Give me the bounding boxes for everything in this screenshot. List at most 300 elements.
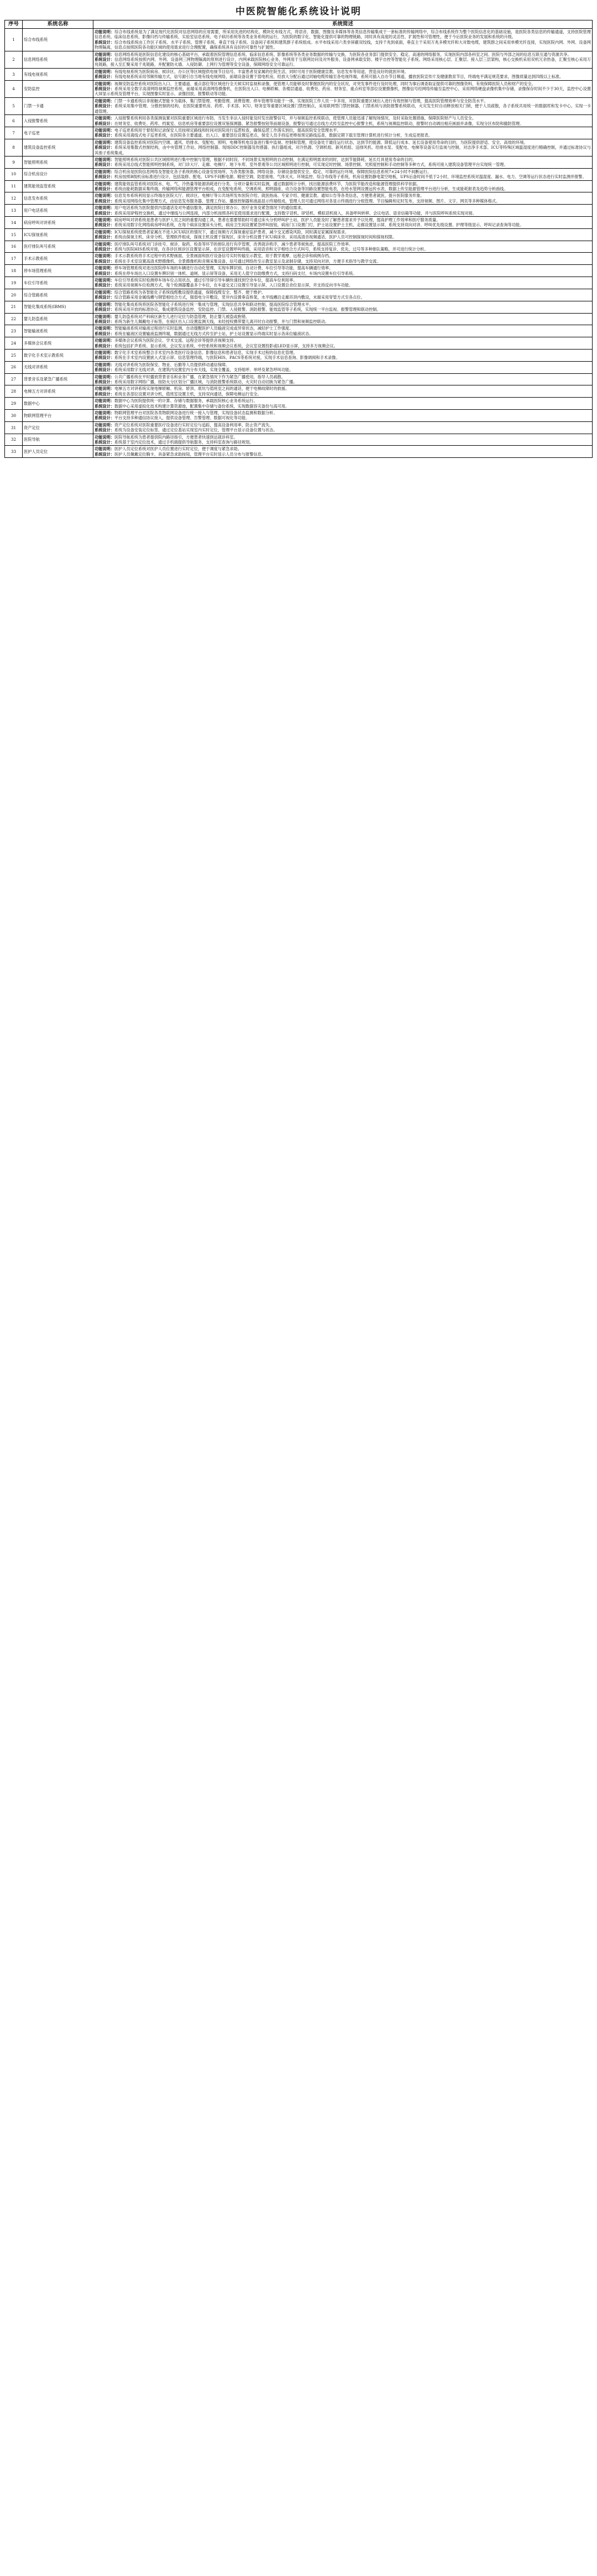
function-body: 医护人员定位系统对医护人员位置进行实时定位，便于调度与紧急求助。 (114, 446, 242, 452)
row-number: 9 (5, 156, 23, 168)
design-label: 系统设计： (95, 234, 114, 240)
function-text (95, 253, 591, 258)
table-row (5, 205, 593, 217)
function-label: 功能说明： (95, 374, 114, 379)
system-description (93, 434, 593, 446)
spec-table (4, 20, 593, 458)
system-name: 建筑设备监控系统 (23, 139, 93, 156)
table-row (5, 349, 593, 361)
row-number: 2 (5, 51, 23, 68)
row-number: 8 (5, 139, 23, 156)
design-body: 系统采用视频车位检测方式，每个检测器覆盖多个车位，在车道交叉口设置引导显示屏，入口设置总余位显示屏，并支持反向寻车功能。 (114, 283, 353, 288)
function-text (95, 52, 591, 57)
function-label: 功能说明： (95, 98, 114, 103)
design-text (95, 283, 591, 288)
function-body: ICU探视系统使患者家属在不进入ICU病区的情况下，通过视频方式探视重症监护患者，减少交叉感染风险，同时满足家属探视需求。 (114, 229, 349, 234)
function-body: 信息发布系统利用显示终端在医院大厅、候诊区、电梯厅等公共场所发布医院介绍、就医指南、专家介绍、健康宣教、通知公告等各类信息，方便患者就医，提升医院服务形象。 (114, 193, 425, 199)
design-body: 综合布线系统由工作区子系统、水平子系统、管理子系统、垂直干线子系统、设备间子系统和建筑群子系统组成。水平布线采用六类非屏蔽双绞线，支持千兆到桌面，垂直主干采用万兆多模光纤和大对数电缆，建筑群之间采用单模光纤连接，实现医院内网、外网、设备网物理隔离，信息点按照医院各功能区域的使用需求进行合理配置，确保系统具有良好的可靠性与扩展性。 (95, 39, 591, 50)
system-description (93, 385, 593, 398)
function-body: 视频安防监控系统对医院出入口、主要通道、重点部位等区域进行全天候实时监视和录像，使管理人员能够及时掌握医院内的安全状况，对突发事件进行及时处理，同时为事后调查取证提供可靠的图像资料，有效保障医院人员和财产的安全。 (114, 81, 536, 86)
function-label: 功能说明： (95, 326, 114, 331)
design-label: 系统设计： (95, 403, 114, 409)
design-label: 系统设计： (95, 162, 114, 168)
system-name: 信息网络系统 (23, 51, 93, 68)
table-row (5, 156, 593, 168)
function-label: 功能说明： (95, 69, 114, 74)
system-description (93, 398, 593, 410)
design-body: 系统在手术室内设置嵌入式显示屏、信息管理终端，与医院HIS、PACS等系统对接，实现手术信息查询、影像调阅和手术录像。 (114, 355, 340, 361)
design-body: 系统采用IP程控交换机，通过中继线与公网连接，内部分机按照各科室使用需求进行配置，支持数字话机、IP话机、模拟话机接入，具备呼叫转移、会议电话、语音信箱等功能，并与医院呼叫系统实现对接。 (114, 210, 477, 216)
function-text (95, 116, 591, 121)
system-name: 智能照明系统 (23, 156, 93, 168)
design-text (95, 86, 591, 97)
function-label: 功能说明： (95, 398, 114, 404)
function-body: 病房呼叫对讲系统是患者与医护人员之间的重要沟通工具，患者在需要帮助时可通过床头分机呼叫护士站，医护人员能及时了解患者需求并予以处理，提高护理工作效率和医疗服务质量。 (114, 217, 441, 222)
design-label: 系统设计： (95, 319, 114, 324)
function-text (95, 69, 591, 74)
function-label: 功能说明： (95, 350, 114, 355)
system-name: 电梯五方对讲系统 (23, 385, 93, 398)
system-name: ICU探视系统 (23, 228, 93, 241)
design-text (95, 331, 591, 336)
system-description (93, 253, 593, 265)
function-label: 功能说明： (95, 51, 114, 57)
system-name: 病房呼叫对讲系统 (23, 217, 93, 229)
function-text (95, 302, 591, 307)
system-description (93, 97, 593, 114)
design-text (95, 367, 591, 372)
design-body: 系统在手术室设置高清术野摄像机、全景摄像机和音频采集设备，信号通过网络传至示教室显示及录制存储，支持双向对讲，方便手术指导与教学交流。 (114, 258, 381, 264)
function-label: 功能说明： (95, 217, 114, 222)
system-description (93, 446, 593, 458)
function-body: 智能化集成系统将医院各智能化子系统进行统一集成与管理，实现信息共享和联动控制，提高医院综合管理水平。 (114, 301, 313, 307)
design-label: 系统设计： (95, 258, 114, 264)
function-text (95, 350, 591, 355)
table-row (5, 289, 593, 301)
system-name: 入侵报警系统 (23, 115, 93, 127)
function-body: 智能照明系统对医院公共区域照明进行集中控制与管理，根据不同时段、不同场景实现照明的自动控制，在满足照明需求的同时，达到节能降耗、延长灯具使用寿命的目的。 (114, 157, 417, 162)
row-number: 10 (5, 168, 23, 180)
system-description (93, 156, 593, 168)
system-description (93, 277, 593, 289)
system-name: 智能化集成系统(IBMS) (23, 301, 93, 313)
row-number: 33 (5, 446, 23, 458)
function-body: 综合管路系统为各智能化子系统线缆敷设提供通道，保障线缆安全、整齐、便于维护。 (114, 289, 266, 295)
function-text (95, 265, 591, 270)
system-name: 综合机房设计 (23, 168, 93, 180)
table-row (5, 313, 593, 325)
row-number: 21 (5, 301, 23, 313)
function-text (95, 230, 591, 234)
function-label: 功能说明： (95, 314, 114, 319)
row-number: 22 (5, 313, 23, 325)
table-row (5, 277, 593, 289)
design-label: 系统设计： (95, 86, 115, 92)
system-name: 物联网管理平台 (23, 410, 93, 422)
row-number: 26 (5, 361, 23, 373)
design-text (95, 186, 591, 191)
table-row (5, 373, 593, 385)
system-name: 车位引导系统 (23, 277, 93, 289)
row-number: 29 (5, 398, 23, 410)
design-body: 平台支持多种通信协议接入，提供设备管理、告警管理、数据可视化等功能。 (114, 415, 250, 421)
design-body: 系统采用集中管理、分散控制的结构，在医院重要机房、药库、手术部、ICU、财务室等重要区域设置门禁控制点，采用联网型门禁控制器，门禁系统与消防报警系统联动，火灾发生时自动释放相关门锁，便于人员疏散，各子系统共用统一的数据库和发卡中心，实现一卡通管理。 (95, 103, 591, 114)
system-name: 无线对讲系统 (23, 361, 93, 373)
design-body: 系统为设备安装定位标签，通过定位基站实现室内实时定位，管理平台显示设备位置与状态。 (114, 427, 277, 433)
function-text (95, 374, 591, 379)
function-text (95, 181, 591, 186)
design-body: 系统采用开放的标准协议，集成建筑设备监控、安防监控、门禁、入侵报警、消防报警、能效监管等子系统，实现统一平台监视、报警管理和联动控制。 (114, 307, 381, 312)
function-body: 婴儿防盗系统对产科病区新生儿进行定位与防盗管理，防止婴儿被盗或抱错。 (114, 314, 250, 319)
design-label: 系统设计： (95, 39, 115, 45)
document-page (0, 0, 597, 458)
system-description (93, 115, 593, 127)
row-number: 31 (5, 421, 23, 434)
design-text (95, 162, 591, 167)
row-number: 18 (5, 265, 23, 277)
row-number: 6 (5, 115, 23, 127)
row-number: 24 (5, 337, 23, 350)
design-body: 信息网络系统按照内网、外网、设备网三网物理隔离的原则进行设计，内网承载医院核心业务，外网用于互联网访问及对外服务，设备网承载安防、楼宇自控等智能化子系统。网络采用核心层、汇聚层、接入层三层架构，核心交换机采用双机冗余热备，汇聚至核心采用万兆链路，接入至汇聚采用千兆链路，并配置防火墙、入侵防御、上网行为管理等安全设备，保障网络安全可靠运行。 (95, 57, 591, 67)
design-label: 系统设计： (95, 210, 114, 216)
system-name: 背景音乐及紧急广播系统 (23, 373, 93, 385)
table-row (5, 68, 593, 80)
function-body: 有线电视系统为医院病房、候诊区、办公区等区域提供电视节目信号，丰富患者及家属的住院生活，同时可用于医院健康宣教、信息发布等用途，营造良好的就医环境。 (114, 69, 409, 74)
design-text (95, 440, 591, 445)
function-text (95, 362, 591, 367)
design-text (95, 355, 591, 360)
system-name: 综合布线系统 (23, 29, 93, 51)
table-row (5, 217, 593, 229)
design-body: 医护人员佩戴定位胸卡，具备紧急求助按钮，管理平台实时显示人员分布与报警信息。 (114, 451, 266, 457)
table-header-row (5, 20, 593, 29)
design-label: 系统设计： (95, 283, 114, 288)
design-label: 系统设计： (95, 103, 115, 109)
row-number: 12 (5, 192, 23, 205)
system-name: 数字化手术室示教系统 (23, 349, 93, 361)
system-name: 数据中心 (23, 398, 93, 410)
design-text (95, 427, 591, 432)
function-text (95, 338, 591, 343)
function-label: 功能说明： (95, 81, 114, 86)
table-row (5, 97, 593, 114)
design-text (95, 295, 591, 300)
design-body: 系统为新生儿佩戴电子标签，在病区出入口设置监测天线，未经授权携带婴儿离开时自动报警，并与门禁和视频监控联动。 (114, 319, 329, 324)
design-text (95, 247, 591, 252)
system-name: 安防监控 (23, 80, 93, 97)
function-text (95, 446, 591, 451)
system-name: 智能输液系统 (23, 325, 93, 337)
system-description (93, 325, 593, 337)
function-label: 功能说明： (95, 362, 114, 367)
design-body: 系统由能耗数据采集终端、传输网络和能源管理平台组成，在变配电系统、空调系统、照明插座、动力设备等回路设置智能电表，在给水管网设置远传水表，数据上传至能源管理平台进行分析，生成能耗报表及趋势分析曲线。 (114, 186, 508, 191)
table-row (5, 385, 593, 398)
design-label: 系统设计： (95, 307, 114, 312)
design-label: 系统设计： (95, 355, 114, 361)
function-label: 功能说明： (95, 139, 114, 145)
function-text (95, 157, 591, 162)
function-body: 建筑能效监管系统对医院水、电、气、冷热量等能源消耗进行分类、分项计量和实时监测，通过数据统计分析，找出能源浪费环节，为医院节能改造和能源管理提供科学依据。 (114, 181, 421, 186)
table-row (5, 410, 593, 422)
design-text (95, 415, 591, 420)
system-description (93, 301, 593, 313)
system-name: 综合管路系统 (23, 289, 93, 301)
design-label: 系统设计： (95, 295, 114, 300)
design-label: 系统设计： (95, 379, 114, 384)
design-label: 系统设计： (95, 331, 114, 336)
system-description (93, 127, 593, 139)
design-body: 机房按照B级机房标准进行设计，包括装修、配电、UPS不间断电源、精密空调、防雷接地、气体灭火、环境监控、综合布线等子系统，机房设置防静电架空地板，UPS后备时间不低于2小时，环境监控系统对温湿度、漏水、电力、空调等运行状态进行实时监测并报警。 (114, 174, 586, 180)
design-label: 系统设计： (95, 133, 114, 138)
row-number: 30 (5, 410, 23, 422)
system-name: 有线电视系统 (23, 68, 93, 80)
function-body: 综合布线系统是为了满足现代化医院对信息网络的应用需要，所采用先进的结构化、模块化布线方式，将语音、数据、图像及多媒体等各类信息传输集成于一套标准的传输网络中，综合布线系统作为整个医院信息化的基础设施，是医院各类信息的传输通道，支持医院管理信息系统、临床信息系统、影像归档与传输系统、实验室信息系统、电子病历系统等各类业务系统的运行，为医院的数字化、智能化提供可靠的物理链路，同时具有高度的灵活性、扩展性和可管理性，便于今后医院业务的发展和系统的升级。 (95, 29, 591, 40)
table-row (5, 29, 593, 51)
design-label: 系统设计： (95, 74, 114, 80)
design-body: 系统在各部位设置对讲分机，值班室设置主机，支持双向通话，保障电梯运行安全。 (114, 391, 261, 397)
function-body: 手术示教系统将手术过程中的术野画面、全景画面和医疗设备信号实时传输至示教室，用于教学观摩、远程会诊和病例存档。 (114, 253, 333, 259)
function-label: 功能说明： (95, 205, 114, 211)
function-body: 用户电话系统为医院提供内部通话及对外通信服务，满足医院日常办公、医疗业务及紧急情况下的通信需求。 (114, 205, 305, 211)
system-description (93, 421, 593, 434)
table-body (5, 29, 593, 458)
system-name: 手术示教系统 (23, 253, 93, 265)
design-text (95, 74, 591, 79)
system-name: 婴儿防盗系统 (23, 313, 93, 325)
system-name: 停车场管理系统 (23, 265, 93, 277)
table-row (5, 241, 593, 253)
design-label: 系统设计： (95, 121, 114, 126)
function-body: 电子巡更系统用于督促和记录保安人员按规定路线和时间对医院进行巡逻检查，确保巡逻工作落实到位，提高医院安全管理水平。 (114, 127, 341, 133)
function-body: 门禁一卡通系统以非接触式智能卡为载体，集门禁管理、考勤管理、消费管理、停车管理等功能于一体，实现医院工作人员一卡多用，对医院重要区域出入进行有效控制与管理，提高医院管理效率与安全防范水平。 (114, 98, 488, 103)
design-label: 系统设计： (95, 198, 114, 204)
design-body: 综合管路采用金属线槽与钢管相结合方式，强弱电分开敷设，竖井内设置垂直桥架，水平线槽沿走廊吊顶内敷设，末端采用穿管方式至各点位。 (114, 295, 365, 300)
design-body: 有线电视系统采用邻频传输方式，信号源引自当地有线电视网络，前端设备设置于弱电机房，经放大分配后通过同轴电缆传输至各电视终端，系统可插入自办节目频道，播放医院宣传片及健康教育节目，终端电平满足规范要求，图像质量达到四级以上标准。 (114, 74, 564, 80)
function-body: 电梯五方对讲系统实现电梯轿厢、机房、轿顶、底坑与值班室之间的通话，便于电梯故障时的救援。 (114, 386, 290, 392)
row-number: 20 (5, 289, 23, 301)
system-description (93, 349, 593, 361)
function-text (95, 217, 591, 222)
system-name: 电子巡更 (23, 127, 93, 139)
design-label: 系统设计： (95, 145, 115, 150)
design-body: 系统由探视主机、床旁分机、管理软件组成，探视主机设置于探视区，床旁分机设置于ICU病床旁，采用高清音视频通话，医护人员可控制探视时间和探视权限。 (114, 234, 397, 240)
design-body: 系统采用全数字高清网络视频监控系统，前端采用高清网络摄像机，在医院出入口、电梯轿厢、各楼层通道、收费处、药房、财务室、重点科室等部位设置摄像机，图像信号经网络传输至监控中心，采用网络硬盘录像机集中存储，录像保存时间不少于30天，监控中心设置大屏显示系统及管理平台，实现图像实时显示、录像回放、报警联动等功能。 (95, 86, 591, 97)
function-text (95, 81, 591, 86)
design-label: 系统设计： (95, 343, 114, 348)
function-body: 数据中心为医院提供统一的计算、存储与数据服务，承载医院核心业务系统运行。 (114, 398, 258, 404)
function-body: 医疗排队叫号系统对门诊挂号、候诊、取药、检查等环节的排队进行有序管理，改善就诊秩序，减少患者等候焦虑，提高医院工作效率。 (114, 241, 353, 247)
function-label: 功能说明： (95, 241, 114, 247)
system-name: 信息发布系统 (23, 192, 93, 205)
design-label: 系统设计： (95, 174, 114, 180)
row-number: 7 (5, 127, 23, 139)
design-label: 系统设计： (95, 222, 114, 228)
system-description (93, 29, 593, 51)
table-row (5, 139, 593, 156)
table-row (5, 301, 593, 313)
design-label: 系统设计： (95, 391, 114, 397)
system-name: 医疗排队叫号系统 (23, 241, 93, 253)
design-text (95, 145, 591, 155)
table-row (5, 51, 593, 68)
function-label: 功能说明： (95, 278, 114, 283)
row-number: 3 (5, 68, 23, 80)
design-text (95, 211, 591, 216)
design-body: 系统包括扩声系统、显示系统、会议发言系统、中控系统和视频会议系统，会议室设置投影或LED显示屏，支持多方视频会议。 (114, 343, 338, 348)
function-body: 综合机房是医院信息网络及智能化各子系统的核心设备安放场所，为各类服务器、网络设备、存储设备提供安全、稳定、可靠的运行环境，保障医院信息系统7×24小时不间断运行。 (114, 169, 432, 174)
function-body: 建筑设备监控系统对医院内空调、通风、给排水、变配电、照明、电梯等机电设备进行集中监视、控制和管理，使设备处于最佳运行状态，达到节约能源、降低运行成本、延长设备使用寿命的目的，为医院提供舒适、安全、高效的环境。 (114, 139, 528, 145)
design-body: 系统在输液区设置输液监测终端，数据通过无线方式传至护士站，护士站设置显示终端实时显示各床位输液状态。 (114, 331, 313, 336)
row-number: 4 (5, 80, 23, 97)
function-body: 车位引导系统实时检测停车场车位占用状态，通过引导屏引导车辆快速找到空余车位，提高车位利用率。 (114, 278, 297, 283)
system-name: 建筑能效监管系统 (23, 180, 93, 192)
function-body: 无线对讲系统为医院保安、物业、后勤等人员提供移动通信保障。 (114, 362, 230, 367)
system-description (93, 373, 593, 385)
design-text (95, 392, 591, 397)
function-text (95, 128, 591, 133)
table-row (5, 398, 593, 410)
table-row (5, 265, 593, 277)
function-label: 功能说明： (95, 301, 114, 307)
function-label: 功能说明： (95, 446, 114, 452)
system-description (93, 192, 593, 205)
function-label: 功能说明： (95, 410, 114, 415)
function-body: 入侵报警系统利用各类探测装置对医院重要区域进行布防，当发生非法入侵时能及时发出报警信号，并与视频监控系统联动，使管理人员能迅速了解现场情况，及时采取处置措施，保障医院财产与人员安全。 (114, 116, 476, 121)
design-text (95, 121, 591, 126)
function-text (95, 290, 591, 295)
table-row (5, 80, 593, 97)
function-text (95, 193, 591, 198)
function-label: 功能说明： (95, 422, 114, 427)
function-label: 功能说明： (95, 386, 114, 392)
row-number: 25 (5, 349, 23, 361)
design-text (95, 307, 591, 312)
design-text (95, 222, 591, 227)
design-body: 系统基于室内定位技术，通过手机端提供导航服务，支持科室查询与路径规划。 (114, 440, 254, 445)
system-description (93, 410, 593, 422)
function-text (95, 410, 591, 415)
system-description (93, 313, 593, 325)
design-body: 数据中心采用虚拟化技术构建计算资源池，配置集中存储与备份系统，实现数据容灾备份与高可用。 (114, 403, 290, 409)
system-description (93, 205, 593, 217)
design-text (95, 343, 591, 348)
table-row (5, 361, 593, 373)
header-no: 序号 (5, 20, 23, 29)
design-text (95, 259, 591, 264)
design-body: 系统采用集散式控制结构，由中央管理工作站、网络控制器、现场DDC控制器及传感器、执行器组成，对冷热源、空调机组、新风机组、送排风机、给排水泵、变配电、电梯等设备实行监视与控制，对洁净手术部、ICU等特殊区域温湿度进行精确控制，并通过标准协议与其他子系统集成。 (95, 145, 591, 155)
document-title: 中医院智能化系统设计说明 (235, 6, 362, 17)
design-label: 系统设计： (95, 415, 114, 421)
function-text (95, 398, 591, 403)
design-label: 系统设计： (95, 57, 115, 62)
function-text (95, 140, 591, 145)
table-row (5, 127, 593, 139)
system-description (93, 68, 593, 80)
function-text (95, 278, 591, 283)
table-row (5, 192, 593, 205)
row-number: 27 (5, 373, 23, 385)
system-description (93, 168, 593, 180)
design-body: 系统采用离线式电子巡更系统，在医院各主要通道、出入口、重要部位设置巡更点，保安人员手持巡更棒按预定路线巡查，数据定期下载至管理计算机进行统计分析，生成巡更报表。 (114, 133, 432, 138)
table-row (5, 253, 593, 265)
function-label: 功能说明： (95, 193, 114, 199)
system-description (93, 139, 593, 156)
design-text (95, 234, 591, 239)
design-text (95, 103, 591, 114)
row-number: 13 (5, 205, 23, 217)
table-row (5, 180, 593, 192)
design-label: 系统设计： (95, 427, 114, 433)
table-row (5, 421, 593, 434)
system-name: 多媒体会议系统 (23, 337, 93, 350)
function-text (95, 98, 591, 103)
row-number: 14 (5, 217, 23, 229)
design-label: 系统设计： (95, 367, 114, 373)
function-body: 多媒体会议系统为医院会议、学术交流、远程会诊等提供音视频支持。 (114, 338, 238, 343)
function-label: 功能说明： (95, 434, 114, 440)
design-body: 在财务室、收费处、药库、档案室、信息机房等重要部位设置双鉴探测器、紧急报警按钮等前端设备，报警信号通过总线方式传至监控中心报警主机，系统与视频监控联动，报警时自动调出相应画面并录像，实现分区布防和撤防管理。 (114, 121, 524, 126)
function-body: 信息网络系统是医院信息化建设的核心基础平台，承载着医院管理信息系统、临床信息系统、影像系统等各类业务数据的传输与交换，为医院各业务部门提供安全、稳定、高速的网络服务，实现医院内部各科室之间、医院与外部之间的信息互联互通与资源共享。 (114, 51, 572, 57)
design-text (95, 174, 591, 179)
row-number: 28 (5, 385, 23, 398)
function-text (95, 326, 591, 331)
design-body: 系统采用数字无线对讲，在建筑内设置室内分布天线，实现全覆盖，支持组呼、单呼及紧急呼叫功能。 (114, 367, 294, 373)
system-description (93, 180, 593, 192)
design-body: 系统采用数字化网络病房呼叫系统，在每个病床设置床头分机，病房卫生间设置紧急呼叫按钮，病房门口设置门灯，护士站设置护士主机，走廊设置显示屏，系统支持双向对讲、呼叫优先级设置、护理等级显示、呼叫记录查询等功能。 (114, 222, 524, 228)
table-row (5, 115, 593, 127)
table-row (5, 325, 593, 337)
function-label: 功能说明： (95, 116, 114, 121)
function-label: 功能说明： (95, 229, 114, 234)
function-label: 功能说明： (95, 265, 114, 271)
system-description (93, 289, 593, 301)
system-description (93, 265, 593, 277)
row-number: 11 (5, 180, 23, 192)
row-number: 32 (5, 434, 23, 446)
function-text (95, 169, 591, 174)
function-text (95, 314, 591, 319)
row-number: 16 (5, 241, 23, 253)
function-label: 功能说明： (95, 181, 114, 186)
function-body: 医院导航系统为患者提供院内路径指引，方便患者快速到达就诊科室。 (114, 434, 238, 440)
design-body: 系统与医院HIS系统对接，在各诊区候诊区设置显示屏，在诊室设置呼叫终端，采用语音和文字相结合方式叫号，系统支持复诊、优先、过号等多种排队策略，并可进行统计分析。 (114, 247, 428, 252)
system-description (93, 337, 593, 350)
design-text (95, 404, 591, 409)
design-body: 系统采用网络化集中管理方式，由信息发布服务器、管理工作站、播放控制器和液晶显示终端组成，管理人员可通过网络对各显示终端进行分组管理、节目编辑和定时发布，支持视频、图片、文字、网页等多种媒体格式。 (114, 198, 500, 204)
table-row (5, 168, 593, 180)
function-label: 功能说明： (95, 157, 114, 162)
function-label: 功能说明： (95, 169, 114, 174)
system-name: 医护人员定位 (23, 446, 93, 458)
design-text (95, 379, 591, 384)
design-text (95, 133, 591, 138)
system-description (93, 80, 593, 97)
function-text (95, 435, 591, 440)
header-name: 系统名称 (23, 20, 93, 29)
row-number: 1 (5, 29, 23, 51)
function-body: 物联网管理平台对医院各类物联网设备进行统一接入与管理，实现设备状态监测和数据分析。 (114, 410, 277, 415)
function-body: 停车场管理系统对进出医院停车场的车辆进行自动化管理，实现车牌识别、自动计费、车位引导等功能，提高车辆通行效率。 (114, 265, 333, 271)
system-name: 资产定位 (23, 421, 93, 434)
design-body: 系统在停车场出入口设置车牌识别一体机、道闸、显示屏等设备，采用无人值守自助缴费方式，支持扫码支付，车场内设置车位引导系统。 (114, 270, 357, 276)
design-body: 系统采用总线式智能照明控制系统，对门诊大厅、走廊、电梯厅、地下车库、室外景观等公共区域照明进行控制，可实现定时控制、场景控制、光照度控制和手动控制等多种方式，系统可接入建筑设备管理平台实现统一管理。 (114, 162, 508, 168)
function-label: 功能说明： (95, 29, 115, 34)
function-body: 资产定位系统对医院重要医疗设备进行实时定位与追踪，提高设备利用率，防止资产流失。 (114, 422, 274, 427)
function-label: 功能说明： (95, 253, 114, 259)
row-number: 5 (5, 97, 23, 114)
function-text (95, 29, 591, 40)
design-text (95, 452, 591, 457)
